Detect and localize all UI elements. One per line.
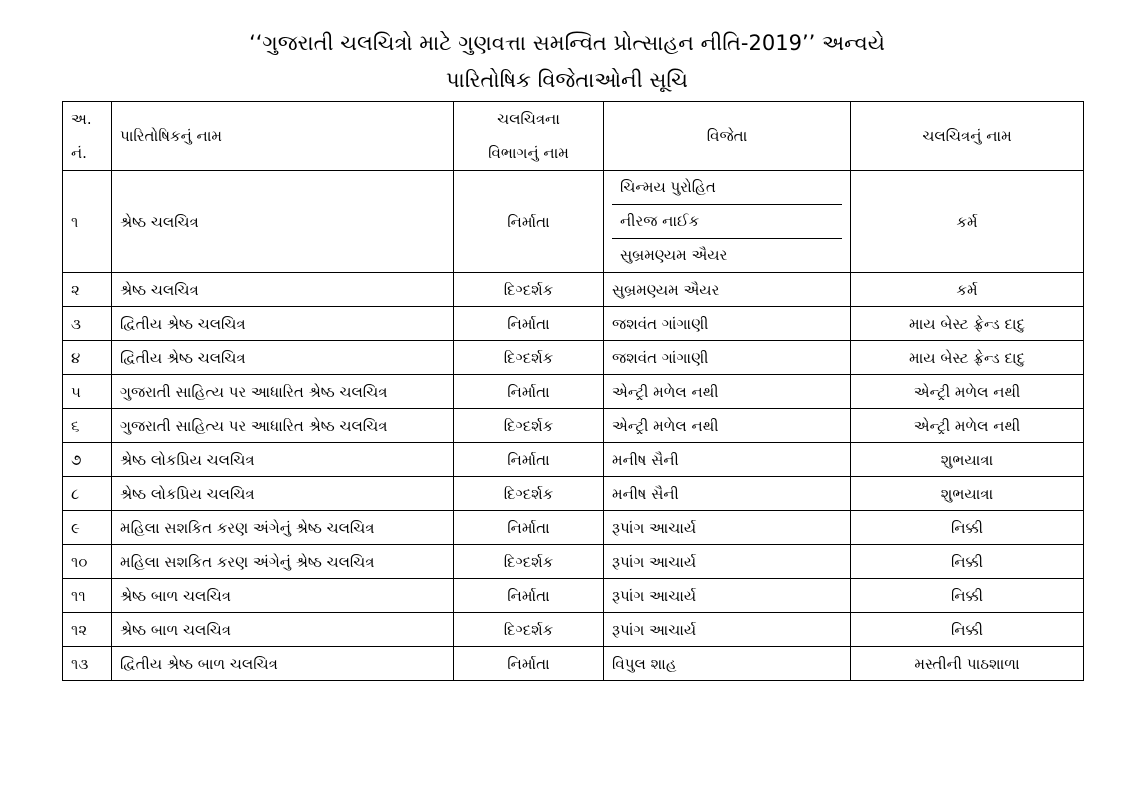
table-row [63, 307, 1084, 341]
table-header-row [63, 102, 1084, 171]
cell-film-name: શુભયાત્રા [851, 443, 1084, 477]
cell-winner: એન્ટ્રી મળેલ નથી [604, 409, 851, 443]
cell-department: દિગ્દર્શક [454, 545, 604, 579]
cell-winner: મનીષ સૈની [604, 477, 851, 511]
header-department-line2: વિભાગનું નામ [488, 144, 569, 162]
header-film-name: ચલચિત્રનું નામ [851, 102, 1084, 171]
cell-serial-number: ૬ [63, 409, 112, 443]
document-subtitle: પારિતોષિક વિજેતાઓની સૂચિ [446, 68, 688, 92]
cell-award-name: મહિલા સશકિત કરણ અંગેનું શ્રેષ્ઠ ચલચિત્ર [112, 545, 454, 579]
cell-department: નિર્માતા [454, 443, 604, 477]
header-department-line1: ચલચિત્રના [497, 110, 560, 128]
cell-serial-number: ૯ [63, 511, 112, 545]
cell-award-name: ગુજરાતી સાહિત્ય પર આધારિત શ્રેષ્ઠ ચલચિત્ર [112, 375, 454, 409]
cell-serial-number: ૧૧ [63, 579, 112, 613]
cell-film-name: મસ્તીની પાઠશાળા [851, 647, 1084, 681]
cell-award-name: શ્રેષ્ઠ ચલચિત્ર [112, 171, 454, 273]
cell-department: નિર્માતા [454, 171, 604, 273]
cell-department: નિર્માતા [454, 307, 604, 341]
cell-winner: જશવંત ગાંગાણી [604, 341, 851, 375]
cell-department: દિગ્દર્શક [454, 409, 604, 443]
cell-film-name: કર્મ [851, 273, 1084, 307]
cell-department: નિર્માતા [454, 647, 604, 681]
cell-winner: રૂપાંગ આચાર્ય [604, 545, 851, 579]
cell-film-name: માય બેસ્ટ ફ્રેન્ડ દાદુ [851, 307, 1084, 341]
cell-film-name: નિક્કી [851, 613, 1084, 647]
cell-serial-number: ૪ [63, 341, 112, 375]
cell-winner: વિપુલ શાહ [604, 647, 851, 681]
cell-award-name: શ્રેષ્ઠ ચલચિત્ર [112, 273, 454, 307]
document-title: ‘‘ગુજરાતી ચલચિત્રો માટે ગુણવત્તા સમન્વિત પ્રોત્સાહન નીતિ-2019’’ અન્વયે [249, 31, 885, 55]
cell-department: દિગ્દર્શક [454, 477, 604, 511]
table-row [63, 341, 1084, 375]
table-row [63, 375, 1084, 409]
header-serial-number [63, 102, 112, 171]
cell-serial-number: ૧૨ [63, 613, 112, 647]
table-row [63, 545, 1084, 579]
cell-department: દિગ્દર્શક [454, 341, 604, 375]
header-award-name: પારિતોષિકનું નામ [112, 102, 454, 171]
cell-serial-number: ૧૦ [63, 545, 112, 579]
cell-award-name: મહિલા સશકિત કરણ અંગેનું શ્રેષ્ઠ ચલચિત્ર [112, 511, 454, 545]
cell-serial-number: ૧ [63, 171, 112, 273]
cell-film-name: નિક્કી [851, 579, 1084, 613]
table-row [63, 477, 1084, 511]
cell-department: દિગ્દર્શક [454, 273, 604, 307]
cell-serial-number: ૫ [63, 375, 112, 409]
cell-award-name: શ્રેષ્ઠ બાળ ચલચિત્ર [112, 579, 454, 613]
cell-serial-number: ૨ [63, 273, 112, 307]
cell-department: નિર્માતા [454, 579, 604, 613]
cell-award-name: ગુજરાતી સાહિત્ય પર આધારિત શ્રેષ્ઠ ચલચિત્ર [112, 409, 454, 443]
cell-award-name: શ્રેષ્ઠ લોકપ્રિય ચલચિત્ર [112, 443, 454, 477]
header-winner: વિજેતા [604, 102, 851, 171]
cell-film-name: નિક્કી [851, 511, 1084, 545]
cell-film-name: કર્મ [851, 171, 1084, 273]
cell-winners [604, 171, 851, 273]
cell-department: નિર્માતા [454, 511, 604, 545]
award-winners-table [62, 101, 1084, 681]
header-serial-line2: નં. [71, 144, 87, 162]
header-serial-line1: અ. [71, 110, 92, 128]
winner-name: ચિન્મય પુરોહિત [620, 178, 716, 196]
cell-serial-number: ૩ [63, 307, 112, 341]
cell-serial-number: ૧૩ [63, 647, 112, 681]
winner-name: નીરજ નાઈક [612, 204, 842, 238]
cell-winner: રૂપાંગ આચાર્ય [604, 613, 851, 647]
cell-department: નિર્માતા [454, 375, 604, 409]
table-row [63, 613, 1084, 647]
header-department [454, 102, 604, 171]
cell-film-name: એન્ટ્રી મળેલ નથી [851, 375, 1084, 409]
cell-film-name: શુભયાત્રા [851, 477, 1084, 511]
cell-film-name: નિક્કી [851, 545, 1084, 579]
cell-serial-number: ૭ [63, 443, 112, 477]
cell-award-name: શ્રેષ્ઠ બાળ ચલચિત્ર [112, 613, 454, 647]
cell-department: દિગ્દર્શક [454, 613, 604, 647]
cell-winner: રૂપાંગ આચાર્ય [604, 511, 851, 545]
cell-winner: એન્ટ્રી મળેલ નથી [604, 375, 851, 409]
table-row [63, 273, 1084, 307]
winner-name: સુબ્રમણ્યમ ઐયર [612, 238, 842, 272]
table-row [63, 511, 1084, 545]
cell-winner: મનીષ સૈની [604, 443, 851, 477]
cell-serial-number: ૮ [63, 477, 112, 511]
cell-film-name: માય બેસ્ટ ફ્રેન્ડ દાદુ [851, 341, 1084, 375]
table-row [63, 171, 1084, 273]
table-row [63, 409, 1084, 443]
cell-winner: રૂપાંગ આચાર્ય [604, 579, 851, 613]
cell-film-name: એન્ટ્રી મળેલ નથી [851, 409, 1084, 443]
table-row [63, 647, 1084, 681]
table-row [63, 443, 1084, 477]
cell-winner: જશવંત ગાંગાણી [604, 307, 851, 341]
cell-award-name: શ્રેષ્ઠ લોકપ્રિય ચલચિત્ર [112, 477, 454, 511]
cell-award-name: દ્વિતીય શ્રેષ્ઠ ચલચિત્ર [112, 307, 454, 341]
cell-award-name: દ્વિતીય શ્રેષ્ઠ બાળ ચલચિત્ર [112, 647, 454, 681]
table-row [63, 579, 1084, 613]
cell-winner: સુબ્રમણ્યમ ઐયર [604, 273, 851, 307]
cell-award-name: દ્વિતીય શ્રેષ્ઠ ચલચિત્ર [112, 341, 454, 375]
